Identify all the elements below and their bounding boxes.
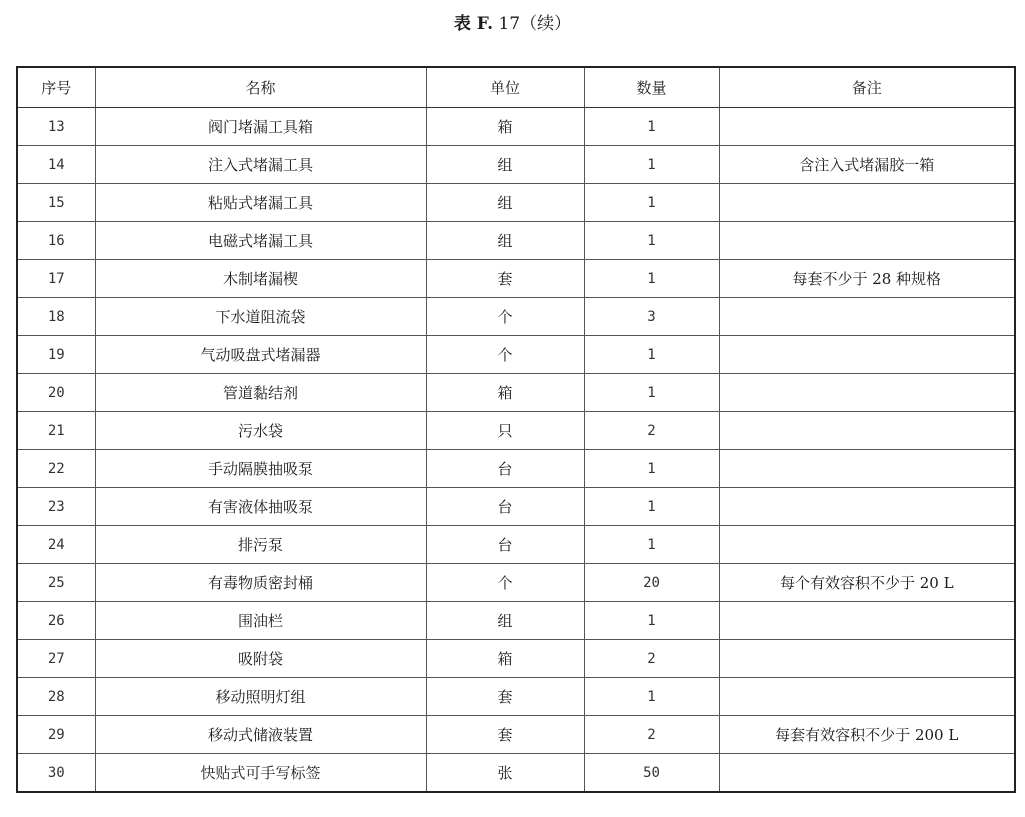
cell-serial: 13 (17, 108, 95, 146)
cell-quantity: 1 (584, 450, 719, 488)
cell-quantity: 1 (584, 374, 719, 412)
cell-serial: 21 (17, 412, 95, 450)
cell-serial: 23 (17, 488, 95, 526)
cell-name: 手动隔膜抽吸泵 (95, 450, 426, 488)
cell-unit: 套 (426, 260, 584, 298)
header-unit: 单位 (426, 67, 584, 108)
cell-serial: 25 (17, 564, 95, 602)
header-name: 名称 (95, 67, 426, 108)
cell-name: 木制堵漏楔 (95, 260, 426, 298)
cell-quantity: 3 (584, 298, 719, 336)
cell-unit: 套 (426, 716, 584, 754)
cell-remarks (719, 108, 1015, 146)
cell-quantity: 1 (584, 488, 719, 526)
cell-remarks (719, 374, 1015, 412)
table-row (17, 640, 1015, 678)
cell-remarks: 每个有效容积不少于 20 L (719, 564, 1015, 602)
cell-name: 阀门堵漏工具箱 (95, 108, 426, 146)
cell-name: 污水袋 (95, 412, 426, 450)
cell-quantity: 2 (584, 640, 719, 678)
cell-remarks (719, 526, 1015, 564)
table-row (17, 260, 1015, 298)
cell-unit: 个 (426, 564, 584, 602)
cell-quantity: 1 (584, 336, 719, 374)
cell-serial: 22 (17, 450, 95, 488)
cell-name: 有毒物质密封桶 (95, 564, 426, 602)
cell-serial: 24 (17, 526, 95, 564)
cell-quantity: 2 (584, 716, 719, 754)
cell-name: 电磁式堵漏工具 (95, 222, 426, 260)
cell-serial: 27 (17, 640, 95, 678)
equipment-table (16, 66, 1016, 793)
cell-remarks (719, 184, 1015, 222)
cell-name: 快贴式可手写标签 (95, 754, 426, 793)
cell-unit: 箱 (426, 108, 584, 146)
cell-unit: 只 (426, 412, 584, 450)
cell-serial: 15 (17, 184, 95, 222)
cell-quantity: 1 (584, 602, 719, 640)
cell-name: 排污泵 (95, 526, 426, 564)
table-caption (0, 12, 1025, 36)
cell-quantity: 1 (584, 108, 719, 146)
cell-remarks (719, 754, 1015, 793)
cell-remarks: 含注入式堵漏胶一箱 (719, 146, 1015, 184)
cell-quantity: 1 (584, 222, 719, 260)
cell-serial: 17 (17, 260, 95, 298)
cell-unit: 箱 (426, 374, 584, 412)
cell-unit: 个 (426, 336, 584, 374)
cell-remarks (719, 412, 1015, 450)
cell-unit: 组 (426, 184, 584, 222)
cell-name: 有害液体抽吸泵 (95, 488, 426, 526)
header-quantity: 数量 (584, 67, 719, 108)
table-row (17, 146, 1015, 184)
cell-remarks (719, 450, 1015, 488)
table-header (17, 67, 1015, 108)
cell-serial: 16 (17, 222, 95, 260)
table-row (17, 412, 1015, 450)
cell-quantity: 1 (584, 146, 719, 184)
table-row (17, 678, 1015, 716)
cell-quantity: 1 (584, 184, 719, 222)
cell-name: 移动照明灯组 (95, 678, 426, 716)
cell-serial: 18 (17, 298, 95, 336)
caption-prefix: 表 F. (453, 14, 494, 34)
header-row (17, 67, 1015, 108)
cell-remarks (719, 678, 1015, 716)
cell-remarks (719, 602, 1015, 640)
cell-remarks (719, 222, 1015, 260)
table-row (17, 602, 1015, 640)
cell-unit: 组 (426, 146, 584, 184)
header-remarks: 备注 (719, 67, 1015, 108)
cell-quantity: 20 (584, 564, 719, 602)
cell-quantity: 50 (584, 754, 719, 793)
cell-quantity: 1 (584, 678, 719, 716)
cell-remarks (719, 488, 1015, 526)
table-body (17, 108, 1015, 793)
cell-name: 围油栏 (95, 602, 426, 640)
cell-serial: 14 (17, 146, 95, 184)
cell-unit: 组 (426, 602, 584, 640)
cell-unit: 组 (426, 222, 584, 260)
caption-suffix: （续） (520, 14, 572, 34)
cell-remarks: 每套不少于 28 种规格 (719, 260, 1015, 298)
cell-serial: 30 (17, 754, 95, 793)
cell-name: 吸附袋 (95, 640, 426, 678)
cell-name: 气动吸盘式堵漏器 (95, 336, 426, 374)
cell-remarks (719, 640, 1015, 678)
table-row (17, 108, 1015, 146)
cell-unit: 个 (426, 298, 584, 336)
table-row (17, 564, 1015, 602)
table-row (17, 754, 1015, 793)
cell-name: 管道黏结剂 (95, 374, 426, 412)
cell-remarks (719, 336, 1015, 374)
cell-unit: 套 (426, 678, 584, 716)
header-serial: 序号 (17, 67, 95, 108)
cell-quantity: 1 (584, 260, 719, 298)
cell-name: 移动式储液装置 (95, 716, 426, 754)
cell-quantity: 2 (584, 412, 719, 450)
cell-unit: 台 (426, 450, 584, 488)
table-row (17, 298, 1015, 336)
cell-name: 粘贴式堵漏工具 (95, 184, 426, 222)
table-row (17, 450, 1015, 488)
table-row (17, 184, 1015, 222)
table-row (17, 488, 1015, 526)
table-row (17, 716, 1015, 754)
cell-serial: 28 (17, 678, 95, 716)
cell-unit: 箱 (426, 640, 584, 678)
cell-name: 注入式堵漏工具 (95, 146, 426, 184)
cell-remarks: 每套有效容积不少于 200 L (719, 716, 1015, 754)
table-row (17, 336, 1015, 374)
cell-quantity: 1 (584, 526, 719, 564)
cell-name: 下水道阻流袋 (95, 298, 426, 336)
caption-number: 17 (498, 14, 521, 34)
cell-serial: 29 (17, 716, 95, 754)
cell-serial: 26 (17, 602, 95, 640)
cell-serial: 20 (17, 374, 95, 412)
cell-unit: 台 (426, 526, 584, 564)
table-row (17, 222, 1015, 260)
cell-serial: 19 (17, 336, 95, 374)
table-row (17, 526, 1015, 564)
cell-remarks (719, 298, 1015, 336)
table-row (17, 374, 1015, 412)
cell-unit: 张 (426, 754, 584, 793)
cell-unit: 台 (426, 488, 584, 526)
